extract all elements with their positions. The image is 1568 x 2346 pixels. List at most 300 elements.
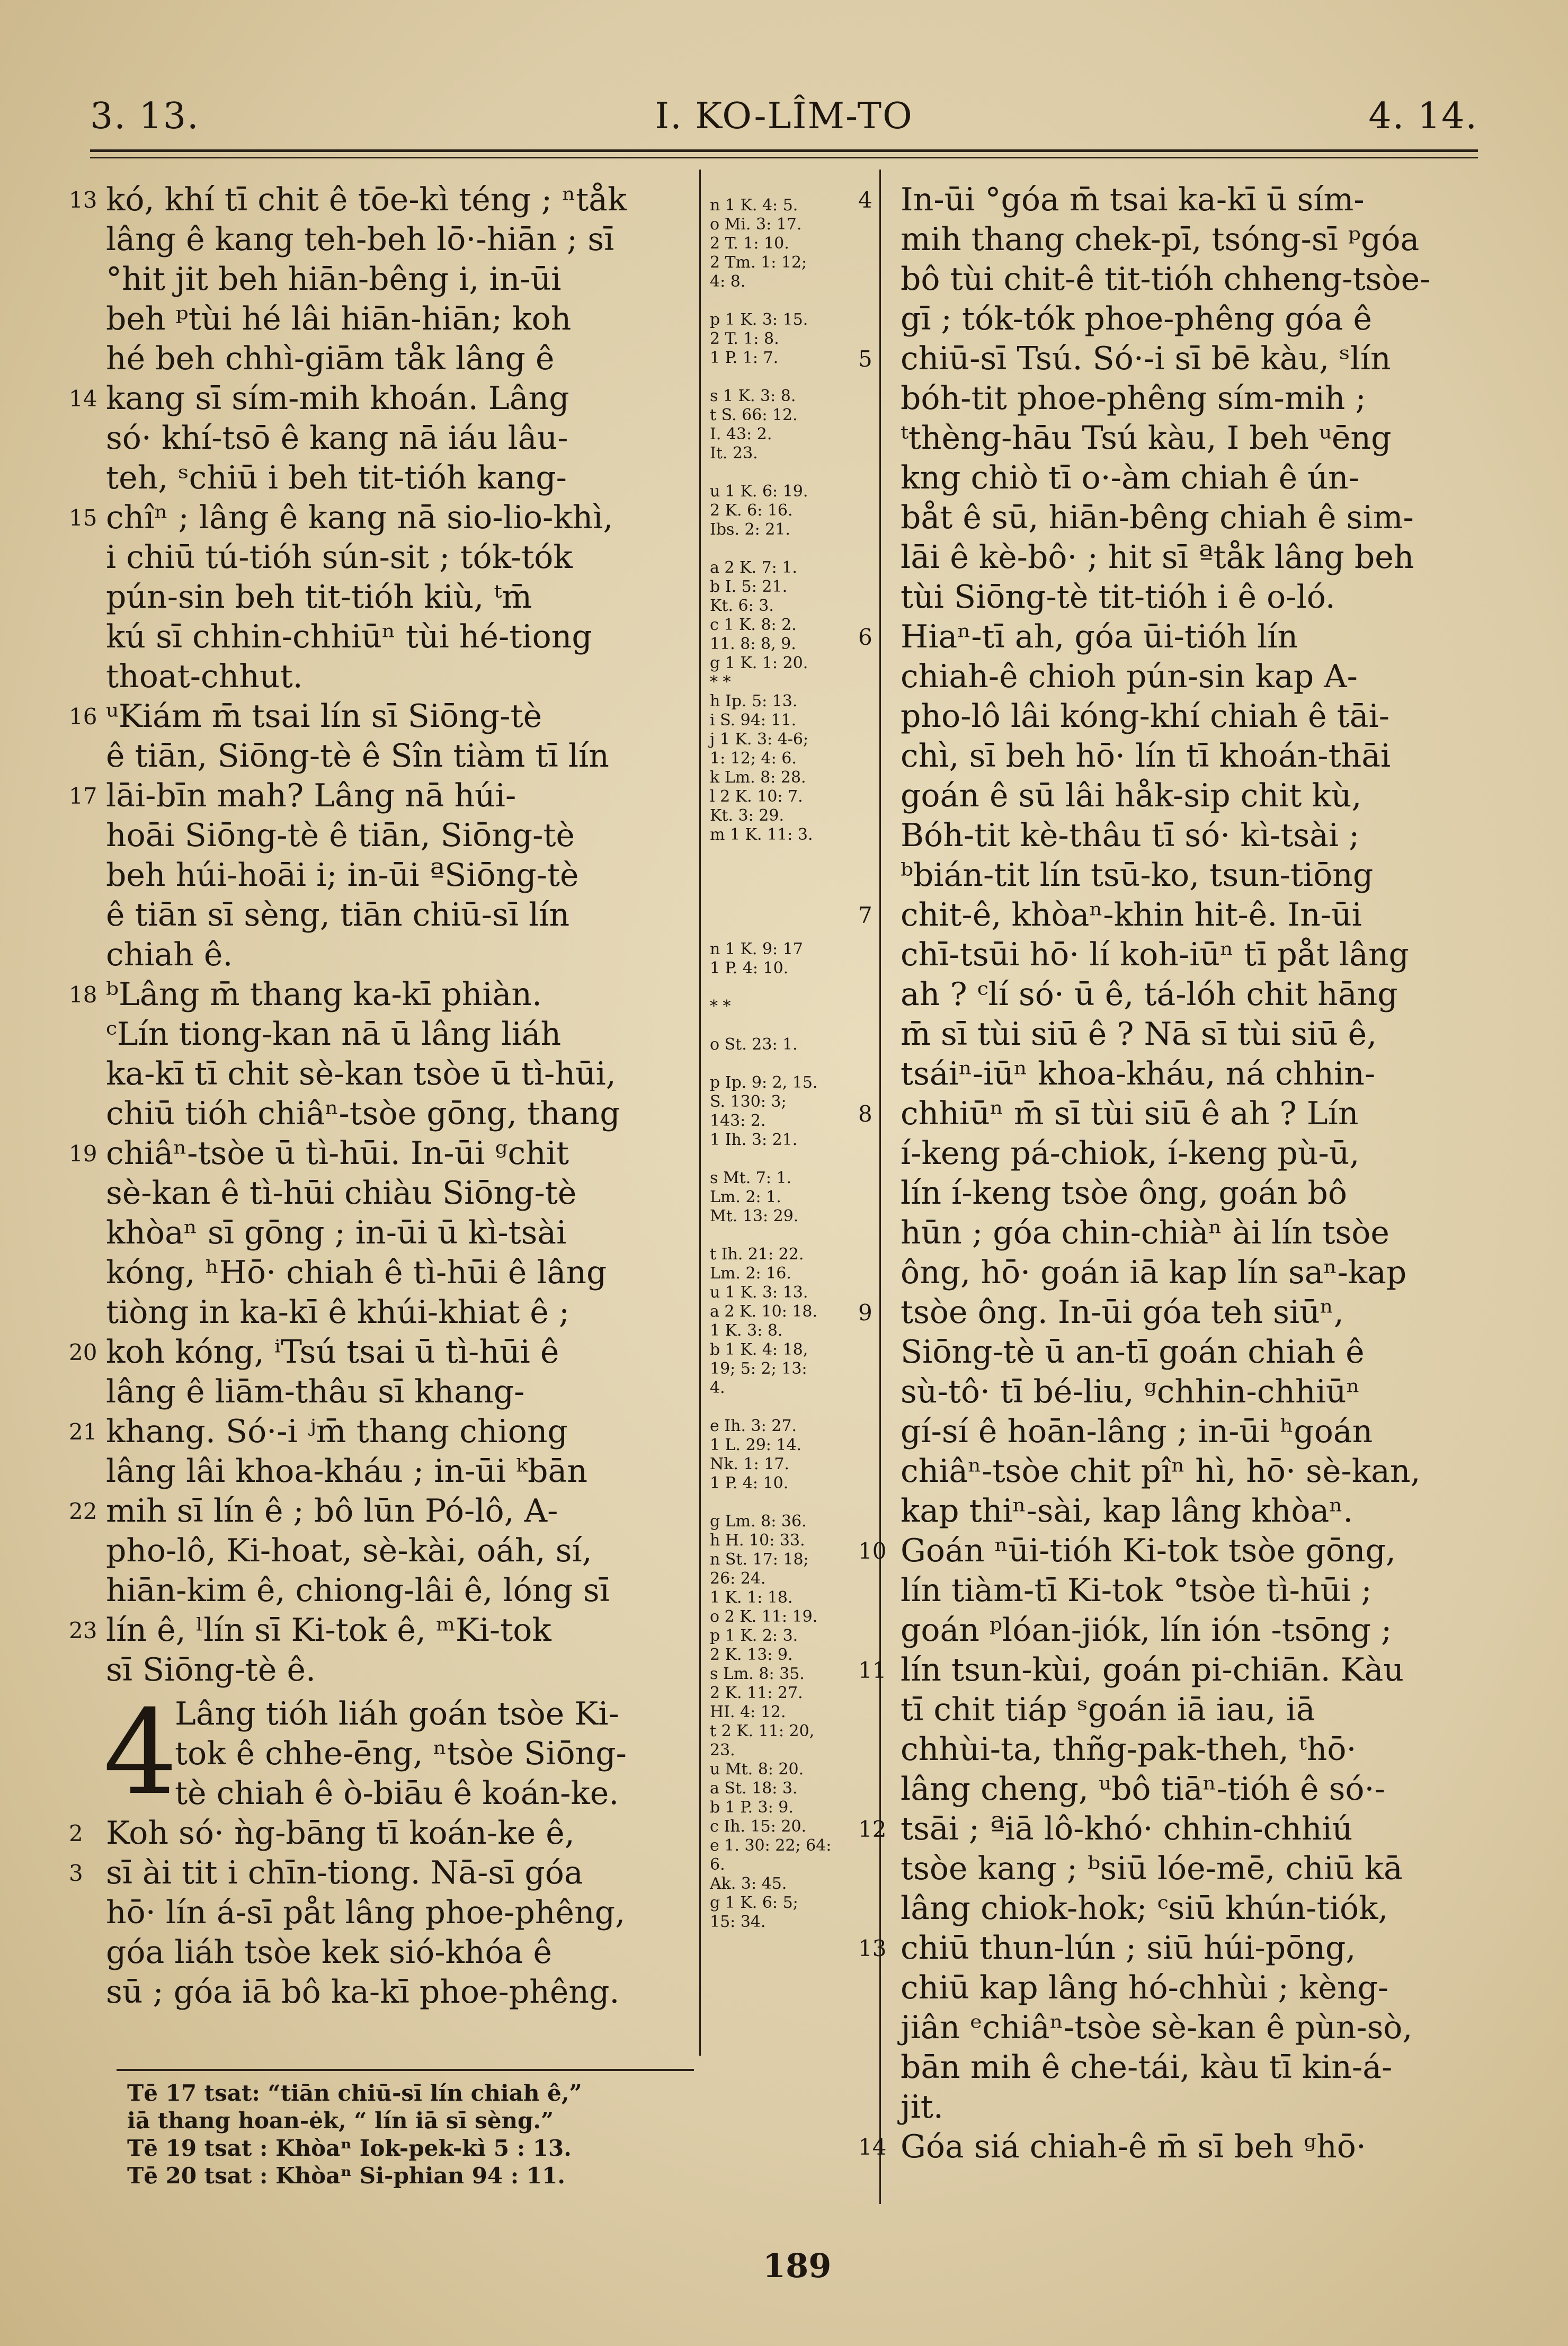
- cross-reference: n St. 17: 18;: [710, 1550, 809, 1569]
- verse-text: ᵗthèng-hāu Tsú kàu, I beh ᵘēng: [901, 420, 1392, 457]
- verse-line: [69, 180, 699, 220]
- cross-reference: p 1 K. 2: 3.: [710, 1627, 798, 1645]
- verse-line: [69, 1814, 699, 1853]
- verse-number: 14: [858, 2134, 887, 2160]
- verse-line: [106, 1734, 699, 1774]
- cross-reference: b I. 5: 21.: [710, 577, 788, 596]
- verse-text: sè-kan ê tì-hūi chiàu Siōng-tè: [106, 1175, 577, 1212]
- verse-line: [901, 220, 1489, 260]
- cross-reference: 1 P. 4: 10.: [710, 1474, 789, 1492]
- verse-line: [106, 736, 699, 776]
- verse-text: sù-tô· tī bé-liu, ᵍchhin-chhiūⁿ: [901, 1373, 1360, 1410]
- verse-text: ᵇLâng m̄ thang ka-kī phiàn.: [106, 976, 542, 1013]
- verse-line: [106, 339, 699, 379]
- cross-reference-column: [710, 196, 869, 1932]
- verse-text: jiân ᵉchiâⁿ-tsòe sè-kan ê pùn-sò,: [901, 2009, 1413, 2046]
- cross-reference: S. 130: 3;: [710, 1092, 787, 1111]
- cross-reference: h H. 10: 33.: [710, 1531, 805, 1550]
- cross-reference: c 1 K. 8: 2.: [710, 616, 797, 634]
- verse-text: Hiaⁿ-tī ah, góa ūi-tióh lín: [901, 618, 1298, 655]
- cross-reference: 1 L. 29: 14.: [710, 1436, 802, 1454]
- verse-text: hiān-kim ê, chiong-lâi ê, lóng sī: [106, 1572, 610, 1609]
- verse-text: goán ᵖlóan-jiók, lín ión -tsōng ;: [901, 1612, 1392, 1649]
- verse-text: tsāi ; ªiā lô-khó· chhin-chhiú: [901, 1810, 1353, 1847]
- verse-text: beh húi-hoāi i; in-ūi ªSiōng-tè: [106, 857, 579, 894]
- cross-reference: Ibs. 2: 21.: [710, 520, 790, 539]
- verse-text: kang sī sím-mih khoán. Lâng: [106, 380, 569, 417]
- header-right-ref: 4. 14.: [1368, 95, 1478, 137]
- verse-line: [901, 935, 1489, 975]
- verse-line: [69, 975, 699, 1015]
- verse-number: 12: [858, 1816, 887, 1842]
- cross-reference: 11. 8: 8, 9.: [710, 635, 796, 653]
- verse-text: sī ài tit i chīn-tiong. Nā-sī góa: [106, 1854, 583, 1891]
- verse-number: 13: [69, 187, 97, 213]
- verse-line: [106, 935, 699, 975]
- verse-line: [858, 1531, 1489, 1571]
- verse-text: tsáiⁿ-iūⁿ khoa-kháu, ná chhin-: [901, 1055, 1376, 1092]
- cross-reference: m 1 K. 11: 3.: [710, 825, 813, 844]
- verse-line: [858, 1809, 1489, 1849]
- verse-number: 15: [69, 505, 97, 531]
- cross-reference: 2 K. 11: 27.: [710, 1684, 803, 1702]
- cross-reference: t Ih. 21: 22.: [710, 1245, 804, 1264]
- verse-text: pún-sin beh tit-tióh kiù, ᵗm̄: [106, 579, 532, 616]
- verse-text: ah ? ᶜlí só· ū ê, tá-lóh chit hāng: [901, 976, 1398, 1013]
- left-text-column: [69, 180, 699, 2012]
- verse-text: lâng cheng, ᵘbô tiāⁿ-tióh ê só·-: [901, 1771, 1385, 1808]
- verse-line: [106, 1174, 699, 1213]
- reference-gap: [710, 978, 869, 997]
- cross-reference: l 2 K. 10: 7.: [710, 787, 803, 806]
- cross-reference: Lm. 2: 16.: [710, 1264, 791, 1283]
- verse-line: [106, 1571, 699, 1611]
- verse-text: lín tsun-kùi, goán pi-chiān. Kàu: [901, 1651, 1404, 1689]
- verse-line: [69, 776, 699, 816]
- cross-reference: 1 P. 4: 10.: [710, 959, 789, 978]
- cross-reference: 15: 34.: [710, 1913, 766, 1931]
- footnotes: [127, 2080, 699, 2190]
- verse-number: 6: [858, 624, 872, 650]
- cross-reference: b 1 K. 4: 18,: [710, 1340, 808, 1359]
- cross-reference: u Mt. 8: 20.: [710, 1760, 804, 1779]
- cross-reference: k Lm. 8: 28.: [710, 768, 806, 787]
- cross-reference: t S. 66: 12.: [710, 406, 798, 424]
- verse-line: [901, 657, 1489, 697]
- cross-reference: * *: [710, 673, 731, 691]
- verse-text: chiâⁿ-tsòe chit pîⁿ hì, hō· sè-kan,: [901, 1453, 1421, 1490]
- cross-reference: 2 K. 6: 16.: [710, 501, 793, 520]
- cross-reference: 4.: [710, 1379, 725, 1397]
- cross-reference: b 1 P. 3: 9.: [710, 1798, 794, 1817]
- verse-text: bān mih ê che-tái, kàu tī kin-á-: [901, 2049, 1393, 2086]
- verse-text: tsòe ông. In-ūi góa teh siūⁿ,: [901, 1294, 1344, 1331]
- cross-reference: 26: 24.: [710, 1569, 766, 1588]
- cross-reference: o 2 K. 11: 19.: [710, 1607, 818, 1626]
- verse-line: [858, 1650, 1489, 1690]
- verse-number: 21: [69, 1419, 97, 1445]
- reference-gap: [710, 921, 869, 940]
- cross-reference: g Lm. 8: 36.: [710, 1512, 807, 1531]
- header-rule: [90, 149, 1478, 152]
- verse-text: lín ê, ˡlín sī Ki-tok ê, ᵐKi-tok: [106, 1612, 551, 1649]
- verse-line: [106, 1933, 699, 1972]
- verse-line: [901, 577, 1489, 617]
- verse-text: góa liáh tsòe kek sió-khóa ê: [106, 1934, 552, 1971]
- verse-line: [901, 1452, 1489, 1491]
- verse-text: chîⁿ ; lâng ê kang nā sio-lio-khì,: [106, 499, 613, 536]
- cross-reference: 4: 8.: [710, 272, 746, 291]
- cross-reference: p Ip. 9: 2, 15.: [710, 1073, 818, 1092]
- verse-line: [901, 1491, 1489, 1531]
- cross-reference: 1 K. 3: 8.: [710, 1321, 783, 1340]
- verse-text: lín í-keng tsòe ông, goán bô: [901, 1175, 1348, 1212]
- cross-reference: 1 Ih. 3: 21.: [710, 1131, 798, 1149]
- verse-line: [106, 617, 699, 657]
- column-divider-right: [879, 170, 881, 2204]
- verse-line: [858, 1094, 1489, 1134]
- footnote-line: Tē 19 tsat : Khòaⁿ Iok-pek-kì 5 : 13.: [127, 2135, 572, 2161]
- verse-line: [901, 816, 1489, 856]
- verse-line: [901, 697, 1489, 736]
- verse-line: [106, 1694, 699, 1734]
- verse-text: hoāi Siōng-tè ê tiān, Siōng-tè: [106, 817, 575, 854]
- cross-reference: s Mt. 7: 1.: [710, 1169, 792, 1187]
- cross-reference: n 1 K. 4: 5.: [710, 196, 798, 215]
- verse-line: [901, 1015, 1489, 1054]
- verse-text: thoat-chhut.: [106, 658, 303, 695]
- verse-line: [901, 1332, 1489, 1372]
- verse-line: [901, 1372, 1489, 1412]
- verse-line: [106, 1094, 699, 1134]
- verse-text: gī ; tók-tók phoe-phêng góa ê: [901, 300, 1372, 337]
- verse-line: [106, 419, 699, 458]
- verse-text: jit.: [901, 2089, 943, 2126]
- verse-text: chhiūⁿ m̄ sī tùi siū ê ah ? Lín: [901, 1095, 1359, 1132]
- verse-line: [901, 299, 1489, 339]
- verse-line: [106, 816, 699, 856]
- verse-text: chit-ê, khòaⁿ-khin hit-ê. In-ūi: [901, 896, 1362, 934]
- verse-line: [106, 260, 699, 299]
- verse-text: tè chiah ê ò-biāu ê koán-ke.: [175, 1775, 619, 1812]
- verse-line: [901, 1889, 1489, 1929]
- book-title: I. KO-LÎM-TO: [655, 95, 913, 137]
- verse-number: 18: [69, 982, 97, 1008]
- cross-reference: n 1 K. 9: 17: [710, 940, 803, 958]
- verse-text: khòaⁿ sī gōng ; in-ūi ū kì-tsài: [106, 1214, 567, 1251]
- cross-reference: 23.: [710, 1741, 735, 1760]
- verse-number: 13: [858, 1935, 887, 1961]
- reference-gap: [710, 845, 869, 864]
- verse-line: [69, 1134, 699, 1174]
- verse-text: chiū thun-lún ; siū húi-pōng,: [901, 1930, 1356, 1967]
- verse-line: [106, 856, 699, 895]
- verse-line: [106, 1054, 699, 1094]
- verse-line: [901, 260, 1489, 299]
- cross-reference: HI. 4: 12.: [710, 1703, 786, 1721]
- cross-reference: 2 T. 1: 8.: [710, 330, 779, 348]
- reference-gap: [710, 291, 869, 310]
- verse-text: chiâⁿ-tsòe ū tì-hūi. In-ūi ᵍchit: [106, 1135, 569, 1172]
- verse-text: chī-tsūi hō· lí koh-iūⁿ tī påt lâng: [901, 936, 1409, 973]
- verse-line: [106, 1253, 699, 1293]
- verse-text: chiah-ê chioh pún-sin kap A-: [901, 658, 1358, 695]
- verse-line: [901, 856, 1489, 895]
- verse-text: i chiū tú-tióh sún-sit ; tók-tók: [106, 539, 573, 576]
- cross-reference: j 1 K. 3: 4-6;: [710, 730, 809, 749]
- cross-reference: a 2 K. 10: 18.: [710, 1302, 818, 1321]
- verse-line: [106, 1893, 699, 1933]
- verse-line: [901, 1412, 1489, 1452]
- verse-line: [901, 1770, 1489, 1809]
- verse-text: lâng ê liām-thâu sī khang-: [106, 1373, 525, 1410]
- verse-line: [858, 180, 1489, 220]
- verse-line: [901, 1213, 1489, 1253]
- verse-line: [69, 1332, 699, 1372]
- cross-reference: u 1 K. 3: 13.: [710, 1283, 808, 1302]
- verse-text: ᵘKiám m̄ tsai lín sī Siōng-tè: [106, 698, 542, 735]
- cross-reference: u 1 K. 6: 19.: [710, 482, 808, 501]
- verse-line: [106, 458, 699, 498]
- cross-reference: 1 K. 1: 18.: [710, 1588, 793, 1607]
- verse-text: ᵇbián-tit lín tsū-ko, tsun-tiōng: [901, 857, 1374, 894]
- reference-gap: [710, 463, 869, 482]
- verse-text: kú sī chhin-chhiūⁿ tùi hé-tiong: [106, 618, 592, 655]
- verse-text: sū ; góa iā bô ka-kī phoe-phêng.: [106, 1974, 620, 2011]
- reference-gap: [710, 902, 869, 921]
- verse-line: [901, 1054, 1489, 1094]
- verse-text: mih thang chek-pī, tsóng-sī ᵖgóa: [901, 221, 1420, 258]
- verse-line: [858, 339, 1489, 379]
- reference-gap: [710, 1054, 869, 1073]
- verse-text: Siōng-tè ū an-tī goán chiah ê: [901, 1334, 1365, 1371]
- verse-text: í-keng pá-chiok, í-keng pù-ū,: [901, 1135, 1360, 1172]
- verse-text: Bóh-tit kè-thâu tī só· kì-tsài ;: [901, 817, 1360, 854]
- column-divider-left: [699, 170, 701, 2056]
- verse-text: chiū kap lâng hó-chhùi ; kèng-: [901, 1969, 1389, 2006]
- verse-text: Koh só· ǹg-bāng tī koán-ke ê,: [106, 1815, 575, 1852]
- verse-text: °hit jit beh hiān-bêng i, in-ūi: [106, 261, 562, 298]
- verse-line: [69, 697, 699, 736]
- verse-text: khang. Só·-i ʲm̄ thang chiong: [106, 1413, 568, 1450]
- verse-line: [901, 1571, 1489, 1611]
- reference-gap: [710, 1226, 869, 1245]
- verse-line: [106, 1650, 699, 1690]
- verse-number: 20: [69, 1339, 97, 1365]
- verse-text: kóng, ʰHō· chiah ê tì-hūi ê lâng: [106, 1254, 607, 1291]
- verse-number: 3: [69, 1860, 83, 1886]
- verse-line: [106, 657, 699, 697]
- verse-line: [106, 1372, 699, 1412]
- cross-reference: c Ih. 15: 20.: [710, 1817, 807, 1836]
- verse-line: [901, 1849, 1489, 1889]
- verse-line: [69, 498, 699, 538]
- verse-number: 11: [858, 1657, 887, 1683]
- verse-text: båt ê sū, hiān-bêng chiah ê sim-: [901, 499, 1414, 536]
- cross-reference: a St. 18: 3.: [710, 1779, 798, 1798]
- verse-line: [901, 1690, 1489, 1730]
- footnote-line: Tē 17 tsat: “tiān chiū-sī lín chiah ê,”: [127, 2080, 582, 2106]
- page-number: 189: [763, 2246, 832, 2285]
- verse-text: hé beh chhì-giām tåk lâng ê: [106, 340, 555, 377]
- cross-reference: It. 23.: [710, 444, 758, 463]
- verse-line: [901, 975, 1489, 1015]
- cross-reference: t 2 K. 11: 20,: [710, 1722, 815, 1740]
- verse-text: lāi-bīn mah? Lâng nā húi-: [106, 777, 516, 814]
- cross-reference: I. 43: 2.: [710, 425, 772, 443]
- footnote-line: Tē 20 tsat : Khòaⁿ Si-phian 94 : 11.: [127, 2163, 565, 2189]
- verse-line: [901, 1968, 1489, 2008]
- verse-line: [901, 458, 1489, 498]
- cross-reference: Nk. 1: 17.: [710, 1455, 789, 1473]
- verse-text: m̄ sī tùi siū ê ? Nā sī tùi siū ê,: [901, 1016, 1377, 1053]
- verse-text: lâng ê kang teh-beh lō·-hiān ; sī: [106, 221, 614, 258]
- verse-line: [106, 538, 699, 577]
- verse-line: [901, 2087, 1489, 2127]
- verse-text: chhùi-ta, thñg-pak-theh, ᵗhō·: [901, 1731, 1357, 1768]
- verse-number: 14: [69, 386, 97, 412]
- verse-text: lâng lâi khoa-kháu ; in-ūi ᵏbān: [106, 1453, 587, 1490]
- verse-number: 10: [858, 1538, 887, 1564]
- verse-text: bô tùi chit-ê tit-tióh chheng-tsòe-: [901, 261, 1431, 298]
- cross-reference: Lm. 2: 1.: [710, 1188, 781, 1206]
- chapter-number: 4: [103, 1685, 177, 1820]
- header-left-ref: 3. 13.: [90, 95, 200, 137]
- cross-reference: 1: 12; 4: 6.: [710, 749, 797, 768]
- verse-text: chiū-sī Tsú. Só·-i sī bē kàu, ˢlín: [901, 340, 1391, 377]
- verse-line: [901, 538, 1489, 577]
- verse-text: kng chiò tī o·-àm chiah ê ún-: [901, 459, 1359, 496]
- verse-line: [901, 2048, 1489, 2087]
- verse-line: [901, 498, 1489, 538]
- cross-reference: Kt. 3: 29.: [710, 806, 784, 825]
- verse-line: [106, 577, 699, 617]
- cross-reference: 19; 5: 2; 13:: [710, 1359, 807, 1378]
- verse-text: beh ᵖtùi hé lâi hiān-hiān; koh: [106, 300, 572, 337]
- verse-number: 17: [69, 783, 97, 809]
- cross-reference: 1 P. 1: 7.: [710, 349, 779, 367]
- cross-reference: Kt. 6: 3.: [710, 597, 774, 615]
- verse-text: bóh-tit phoe-phêng sím-mih ;: [901, 380, 1366, 417]
- reference-gap: [710, 864, 869, 883]
- verse-number: 22: [69, 1498, 97, 1524]
- cross-reference: p 1 K. 3: 15.: [710, 310, 808, 329]
- cross-reference: Ak. 3: 45.: [710, 1874, 787, 1893]
- cross-reference: Mt. 13: 29.: [710, 1207, 799, 1225]
- verse-text: hūn ; góa chin-chiàⁿ ài lín tsòe: [901, 1214, 1389, 1251]
- verse-number: 7: [858, 902, 872, 928]
- verse-text: ê tiān sī sèng, tiān chiū-sī lín: [106, 896, 570, 934]
- verse-line: [69, 1412, 699, 1452]
- cross-reference: 143: 2.: [710, 1112, 766, 1130]
- verse-text: ᶜLín tiong-kan nā ū lâng liáh: [106, 1016, 562, 1053]
- verse-text: gí-sí ê hoān-lâng ; in-ūi ʰgoán: [901, 1413, 1373, 1450]
- verse-line: [106, 299, 699, 339]
- cross-reference: * *: [710, 997, 731, 1016]
- verse-text: mih sī lín ê ; bô lūn Pó-lô, A-: [106, 1492, 558, 1530]
- reference-gap: [710, 368, 869, 387]
- cross-reference: i S. 94: 11.: [710, 711, 797, 730]
- cross-reference: o St. 23: 1.: [710, 1035, 798, 1054]
- verse-line: [901, 379, 1489, 419]
- verse-line: [858, 1293, 1489, 1332]
- verse-line: [901, 736, 1489, 776]
- verse-text: só· khí-tsō ê kang nā iáu lâu-: [106, 420, 568, 457]
- verse-line: [106, 1531, 699, 1571]
- verse-line: [858, 1929, 1489, 1968]
- verse-text: sī Siōng-tè ê.: [106, 1651, 316, 1689]
- verse-number: 16: [69, 704, 97, 730]
- verse-line: [901, 419, 1489, 458]
- cross-reference: 2 Tm. 1: 12;: [710, 253, 807, 272]
- verse-text: chì, sī beh hō· lín tī khoán-thāi: [901, 737, 1391, 775]
- reference-gap: [710, 1150, 869, 1169]
- reference-gap: [710, 539, 869, 558]
- verse-text: pho-lô, Ki-hoat, sè-kài, oáh, sí,: [106, 1532, 592, 1569]
- verse-number: 19: [69, 1141, 97, 1167]
- verse-text: kó, khí tī chit ê tōe-kì téng ; ⁿtåk: [106, 181, 627, 218]
- verse-line: [858, 617, 1489, 657]
- verse-line: [858, 2127, 1489, 2167]
- verse-text: teh, ˢchiū i beh tit-tióh kang-: [106, 459, 567, 496]
- verse-line: [901, 1730, 1489, 1770]
- verse-text: chiah ê.: [106, 936, 233, 973]
- verse-line: [69, 379, 699, 419]
- verse-text: ông, hō· goán iā kap lín saⁿ-kap: [901, 1254, 1407, 1291]
- verse-text: hō· lín á-sī påt lâng phoe-phêng,: [106, 1894, 626, 1931]
- verse-text: goán ê sū lâi håk-sip chit kù,: [901, 777, 1362, 814]
- reference-gap: [710, 1398, 869, 1417]
- cross-reference: 2 K. 13: 9.: [710, 1646, 793, 1664]
- verse-text: chiū tióh chiâⁿ-tsòe gōng, thang: [106, 1095, 620, 1132]
- verse-text: ê tiān, Siōng-tè ê Sîn tiàm tī lín: [106, 737, 609, 775]
- footnote-rule: [117, 2069, 694, 2071]
- verse-number: 4: [858, 187, 872, 213]
- cross-reference: e 1. 30: 22; 64:: [710, 1836, 832, 1855]
- verse-text: lâng chiok-hok; ᶜsiū khún-tiók,: [901, 1890, 1388, 1927]
- cross-reference: o Mi. 3: 17.: [710, 215, 802, 234]
- verse-text: Goán ⁿūi-tióh Ki-tok tsòe gōng,: [901, 1532, 1396, 1569]
- verse-line: [69, 1611, 699, 1650]
- verse-text: lāi ê kè-bô· ; hit sī ªtåk lâng beh: [901, 539, 1414, 576]
- verse-text: Lâng tióh liáh goán tsòe Ki-: [175, 1695, 619, 1732]
- cross-reference: s 1 K. 3: 8.: [710, 387, 796, 405]
- verse-text: tsòe kang ; ᵇsiū lóe-mē, chiū kā: [901, 1850, 1403, 1887]
- verse-line: [901, 1611, 1489, 1650]
- verse-text: Góa siá chiah-ê m̄ sī beh ᵍhō·: [901, 2128, 1366, 2165]
- verse-text: In-ūi °góa m̄ tsai ka-kī ū sím-: [901, 181, 1365, 218]
- verse-text: tī chit tiáp ˢgoán iā iau, iā: [901, 1691, 1315, 1728]
- verse-line: [106, 1774, 699, 1814]
- verse-line: [858, 895, 1489, 935]
- verse-line: [106, 220, 699, 260]
- verse-text: tiòng in ka-kī ê khúi-khiat ê ;: [106, 1294, 570, 1331]
- reference-gap: [710, 1016, 869, 1035]
- right-text-column: [858, 180, 1489, 2167]
- verse-number: 2: [69, 1820, 83, 1846]
- cross-reference: g 1 K. 6: 5;: [710, 1894, 798, 1912]
- footnote-line: iā thang hoan-ėk, “ lín iā sī sèng.”: [127, 2108, 554, 2134]
- verse-line: [901, 1134, 1489, 1174]
- verse-line: [106, 1015, 699, 1054]
- verse-number: 9: [858, 1300, 872, 1326]
- verse-number: 23: [69, 1618, 97, 1643]
- verse-text: koh kóng, ⁱTsú tsai ū tì-hūi ê: [106, 1334, 559, 1371]
- verse-line: [106, 895, 699, 935]
- cross-reference: 2 T. 1: 10.: [710, 234, 789, 253]
- reference-gap: [710, 1493, 869, 1512]
- verse-line: [106, 1452, 699, 1491]
